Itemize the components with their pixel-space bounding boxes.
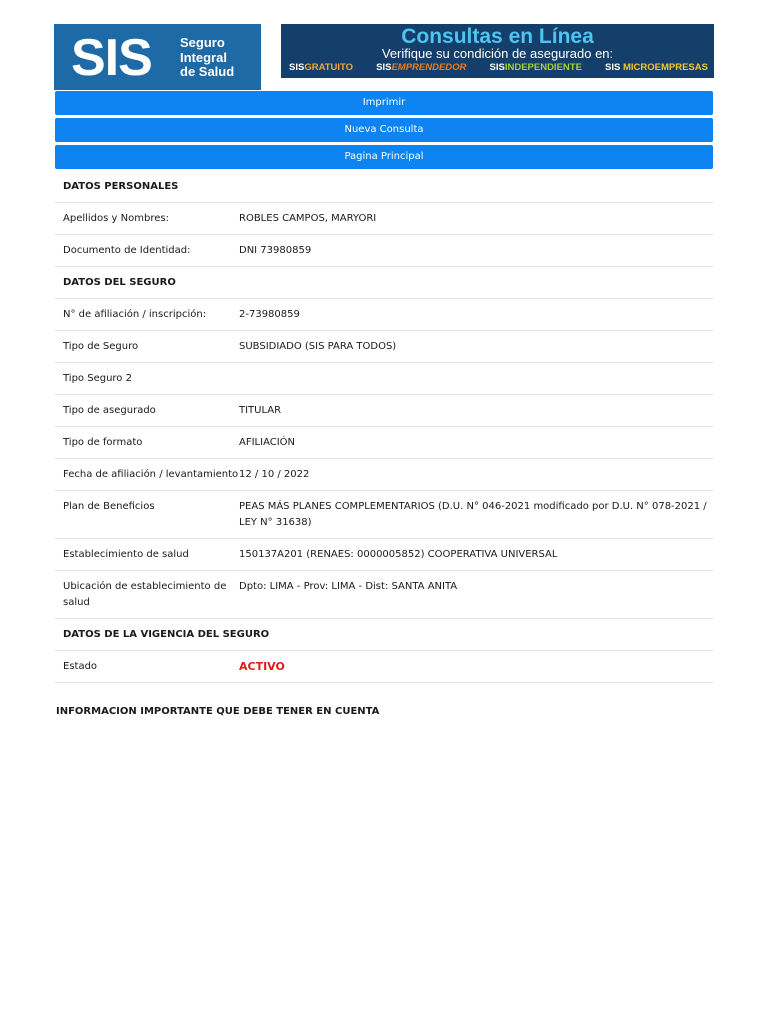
field-label: N° de afiliación / inscripción: (63, 309, 207, 320)
table-row (55, 363, 713, 395)
program-list (289, 62, 708, 74)
banner-title: Consultas en Línea (401, 25, 594, 48)
field-value: PEAS MÁS PLANES COMPLEMENTARIOS (D.U. N° 046-2021 modificado por D.U. N° 078-2021 / LEY N° 31638) (239, 501, 707, 528)
table-row (55, 395, 713, 427)
section-title: DATOS DE LA VIGENCIA DEL SEGURO (63, 629, 270, 640)
table-row (55, 651, 713, 683)
field-value: SUBSIDIADO (SIS PARA TODOS) (239, 341, 397, 352)
table-row (55, 571, 713, 619)
program-sis-gratuito: SISGRATUITO (289, 62, 354, 73)
table-row (55, 299, 713, 331)
field-value: 2-73980859 (239, 309, 300, 320)
table-row (55, 491, 713, 539)
banner-subtitle: Verifique su condición de asegurado en: (381, 46, 614, 61)
section-header-personal (55, 171, 713, 203)
field-label: Apellidos y Nombres: (63, 213, 169, 224)
section-header-validity (55, 619, 713, 651)
field-value: 150137A201 (RENAES: 0000005852) COOPERATIVA UNIVERSAL (239, 549, 558, 560)
status-badge: ACTIVO (239, 660, 285, 673)
field-value: Dpto: LIMA - Prov: LIMA - Dist: SANTA ANITA (239, 581, 458, 592)
logo-line-1: Seguro (180, 35, 225, 50)
field-label: Tipo de Seguro (63, 341, 139, 352)
logo-mark: SIS (71, 29, 152, 87)
section-title: DATOS DEL SEGURO (63, 277, 176, 288)
print-button[interactable]: Imprimir (55, 91, 713, 115)
home-page-button[interactable]: Pagina Principal (55, 145, 713, 169)
program-sis-independiente: SISINDEPENDIENTE (489, 62, 582, 73)
field-value: 12 / 10 / 2022 (239, 469, 310, 480)
field-label: Plan de Beneficios (63, 501, 155, 512)
page-header (54, 24, 714, 90)
table-row (55, 459, 713, 491)
field-label: Ubicación de establecimiento de salud (63, 581, 227, 608)
field-label: Tipo de asegurado (63, 405, 156, 416)
important-info-heading: INFORMACION IMPORTANTE QUE DEBE TENER EN CUENTA (56, 706, 380, 717)
section-title: DATOS PERSONALES (63, 181, 179, 192)
logo-line-2: Integral (180, 49, 227, 65)
field-value: TITULAR (239, 405, 282, 416)
program-sis-microempresas: SIS MICROEMPRESAS (605, 62, 708, 73)
table-row (55, 203, 713, 235)
field-value: DNI 73980859 (239, 245, 312, 256)
program-sis-emprendedor: SISEMPRENDEDOR (376, 62, 467, 73)
insurance-details-table (55, 171, 713, 683)
field-label: Tipo Seguro 2 (63, 373, 132, 384)
table-row (55, 235, 713, 267)
table-row (55, 539, 713, 571)
field-label: Establecimiento de salud (63, 549, 189, 560)
field-label: Documento de Identidad: (63, 245, 191, 256)
field-label: Estado (63, 661, 98, 672)
new-query-button[interactable]: Nueva Consulta (55, 118, 713, 142)
logo-line-3: de Salud (180, 64, 235, 79)
section-header-insurance (55, 267, 713, 299)
consultas-banner (281, 24, 714, 78)
table-row (55, 331, 713, 363)
field-value: ROBLES CAMPOS, MARYORI (239, 213, 377, 224)
logo-wordmark (180, 36, 234, 80)
sis-logo (54, 24, 261, 90)
table-row (55, 427, 713, 459)
field-value: AFILIACIÓN (239, 437, 296, 448)
field-value (239, 371, 713, 387)
field-label: Tipo de formato (63, 437, 143, 448)
field-label: Fecha de afiliación / levantamiento (63, 469, 239, 480)
